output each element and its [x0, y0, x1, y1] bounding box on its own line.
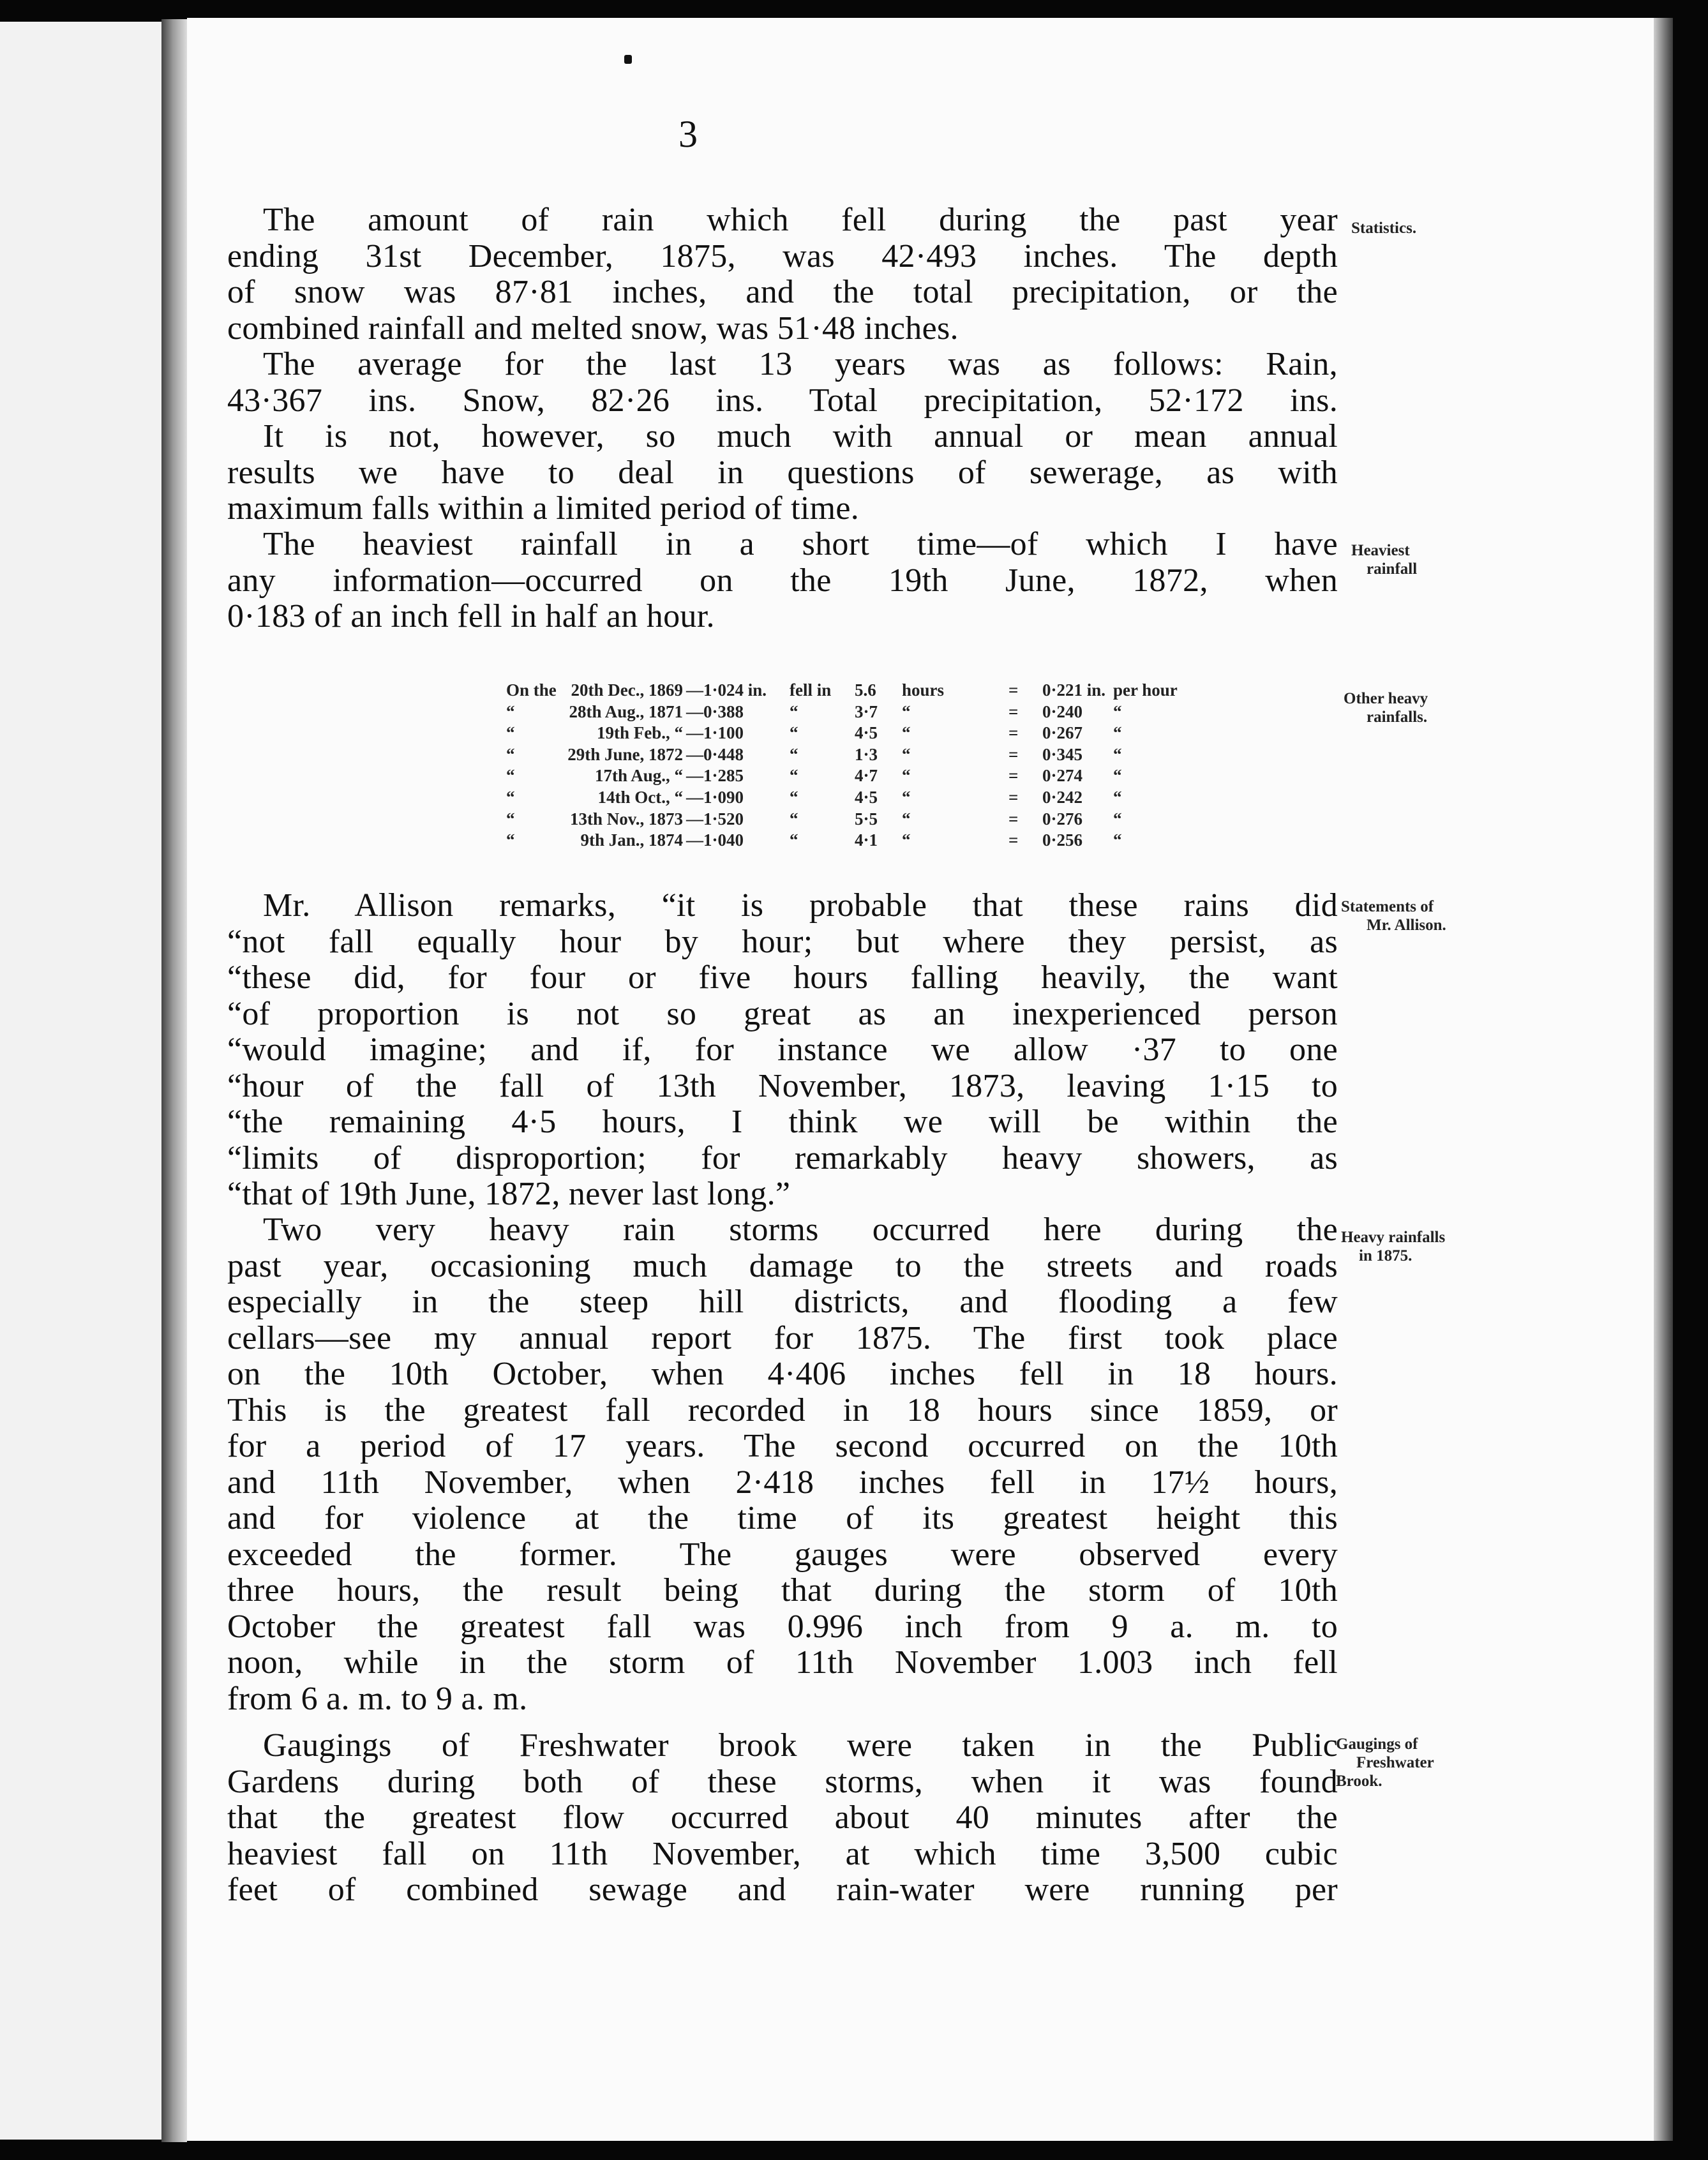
table-cell-amount: —1·520	[686, 809, 744, 829]
text-line: Gaugings of Freshwater brook were taken in the Public	[263, 1727, 1338, 1764]
text-line: and for violence at the time of its greatest height this	[227, 1500, 1338, 1536]
text-line: especially in the steep hill districts, and flooding a few	[227, 1284, 1338, 1320]
table-cell-per: “	[1113, 766, 1122, 786]
text-line: Mr. Allison remarks, “it is probable that these rains did	[263, 887, 1338, 924]
text-line: from 6 a. m. to 9 a. m.	[227, 1680, 528, 1717]
paragraph-rainfall-1875	[227, 202, 1338, 347]
table-cell-per: “	[1113, 723, 1122, 743]
margin-note-gaugings: Gaugings of	[1336, 1736, 1418, 1753]
text-line: combined rainfall and melted snow, was 51·48 inches.	[227, 310, 959, 347]
paragraph-heaviest-rainfall	[227, 527, 1338, 635]
table-cell-rate: 0·345	[1042, 744, 1083, 764]
table-cell-hours: 4·7	[855, 766, 878, 786]
text-line: “that of 19th June, 1872, never last long.”	[227, 1176, 791, 1212]
table-cell-prefix: “	[506, 809, 515, 829]
table-cell-equals: =	[1008, 680, 1019, 700]
table-cell-date: 28th Aug., 1871	[569, 701, 683, 721]
table-cell-hours: 4·5	[855, 723, 878, 743]
margin-note-statistics: Statistics.	[1351, 220, 1417, 237]
table-cell-prefix: “	[506, 701, 515, 721]
table-cell-amount: —1·090	[686, 787, 744, 807]
table-cell-fell: fell in	[790, 680, 832, 700]
margin-note-heaviest-cont: rainfall	[1367, 560, 1418, 578]
text-line: that the greatest flow occurred about 40 minutes after the	[227, 1799, 1338, 1836]
table-cell-fell: “	[790, 766, 798, 786]
text-line: Gardens during both of these storms, when it was found	[227, 1763, 1338, 1800]
right-page-shadow	[1654, 18, 1673, 2141]
text-line: cellars—see my annual report for 1875. The first took place	[227, 1319, 1338, 1356]
table-cell-fell: “	[790, 830, 798, 850]
paragraph-allison-remarks	[227, 888, 1338, 1213]
margin-note-heaviest: Heaviest	[1351, 542, 1410, 559]
table-cell-date: 19th Feb., “	[597, 723, 683, 743]
table-cell-prefix: “	[506, 723, 515, 743]
table-cell-hours-label: “	[902, 830, 911, 850]
table-cell-equals: =	[1008, 744, 1019, 764]
text-line: past year, occasioning much damage to the streets and roads	[227, 1247, 1338, 1284]
text-line: noon, while in the storm of 11th November 1.003 inch fell	[227, 1644, 1338, 1681]
ink-mark	[624, 55, 632, 64]
table-cell-rate: 0·274	[1042, 766, 1083, 786]
text-line: 43·367 ins. Snow, 82·26 ins. Total precipitation, 52·172 ins.	[227, 382, 1338, 419]
table-cell-hours-label: “	[902, 766, 911, 786]
table-cell-date: 13th Nov., 1873	[569, 809, 683, 829]
text-line: The amount of rain which fell during the past year	[263, 202, 1338, 238]
table-cell-per: “	[1113, 809, 1122, 829]
table-cell-per: per hour	[1113, 680, 1178, 700]
text-line: Two very heavy rain storms occurred here during the	[263, 1211, 1338, 1248]
text-line: “of proportion is not so great as an inexperienced person	[227, 995, 1338, 1032]
text-line: “these did, for four or five hours falling heavily, the want	[227, 959, 1338, 996]
table-cell-per: “	[1113, 787, 1122, 807]
text-line: “hour of the fall of 13th November, 1873, leaving 1·15 to	[227, 1067, 1338, 1104]
table-cell-prefix: “	[506, 787, 515, 807]
margin-note-allison: Statements of	[1341, 898, 1434, 915]
text-line: “limits of disproportion; for remarkably heavy showers, as	[227, 1139, 1338, 1176]
table-cell-hours-label: “	[902, 701, 911, 721]
text-line: “would imagine; and if, for instance we allow ·37 to one	[227, 1031, 1338, 1068]
text-line: 0·183 of an inch fell in half an hour.	[227, 598, 715, 634]
table-cell-equals: =	[1008, 723, 1019, 743]
table-cell-hours-label: “	[902, 744, 911, 764]
margin-note-gaugings-cont2: Brook.	[1336, 1773, 1382, 1790]
table-cell-fell: “	[790, 809, 798, 829]
text-line: The average for the last 13 years was as follows: Rain,	[263, 346, 1338, 382]
table-cell-hours-label: “	[902, 809, 911, 829]
table-cell-per: “	[1113, 701, 1122, 721]
table-cell-equals: =	[1008, 701, 1019, 721]
table-cell-amount: —0·448	[686, 744, 744, 764]
table-cell-rate: 0·221 in.	[1042, 680, 1106, 700]
text-line: on the 10th October, when 4·406 inches fell in 18 hours.	[227, 1356, 1338, 1392]
text-line: any information—occurred on the 19th June, 1872, when	[227, 562, 1338, 599]
margin-note-allison-cont: Mr. Allison.	[1367, 917, 1446, 934]
table-cell-fell: “	[790, 744, 798, 764]
table-cell-equals: =	[1008, 830, 1019, 850]
margin-note-gaugings-cont: Freshwater	[1356, 1754, 1434, 1771]
table-cell-prefix: “	[506, 830, 515, 850]
table-cell-date: 9th Jan., 1874	[580, 830, 683, 850]
table-cell-amount: —1·100	[686, 723, 744, 743]
text-line: maximum falls within a limited period of time.	[227, 490, 860, 527]
table-cell-rate: 0·242	[1042, 787, 1083, 807]
table-cell-rate: 0·240	[1042, 701, 1083, 721]
left-page-edge	[0, 22, 161, 2140]
table-cell-date: 29th June, 1872	[567, 744, 683, 764]
text-line: exceeded the former. The gauges were observed every	[227, 1536, 1338, 1573]
table-cell-hours-label: hours	[902, 680, 945, 700]
table-cell-equals: =	[1008, 766, 1019, 786]
table-cell-date: 14th Oct., “	[597, 787, 683, 807]
text-line: “not fall equally hour by hour; but where they persist, as	[227, 923, 1338, 960]
paragraph-heavy-rainstorms-1875	[227, 1212, 1338, 1717]
text-line: three hours, the result being that during the storm of 10th	[227, 1572, 1338, 1609]
table-cell-per: “	[1113, 830, 1122, 850]
table-cell-hours: 1·3	[855, 744, 878, 764]
table-cell-hours-label: “	[902, 723, 911, 743]
table-cell-hours: 4·1	[855, 830, 878, 850]
table-cell-equals: =	[1008, 809, 1019, 829]
table-cell-hours: 3·7	[855, 701, 878, 721]
table-cell-hours: 5·5	[855, 809, 878, 829]
text-line: feet of combined sewage and rain-water were running per	[227, 1871, 1338, 1908]
text-line: It is not, however, so much with annual or mean annual	[263, 418, 1338, 454]
table-cell-rate: 0·267	[1042, 723, 1083, 743]
text-line: October the greatest fall was 0.996 inch from 9 a. m. to	[227, 1608, 1338, 1645]
book-gutter	[161, 19, 187, 2142]
table-cell-hours: 4·5	[855, 787, 878, 807]
margin-note-other-heavy-cont: rainfalls.	[1367, 709, 1428, 726]
table-cell-prefix: On the	[506, 680, 557, 700]
table-cell-date: 17th Aug., “	[594, 766, 683, 786]
text-line: “the remaining 4·5 hours, I think we will be within the	[227, 1104, 1338, 1140]
paragraph-maximum-falls	[227, 419, 1338, 527]
table-cell-hours-label: “	[902, 787, 911, 807]
margin-note-other-heavy: Other heavy	[1344, 690, 1428, 707]
table-cell-date: 20th Dec., 1869	[571, 680, 683, 700]
table-cell-fell: “	[790, 723, 798, 743]
table-cell-hours: 5.6	[855, 680, 876, 700]
table-cell-amount: —1·285	[686, 766, 744, 786]
table-cell-amount: —0·388	[686, 701, 744, 721]
text-line: heaviest fall on 11th November, at which time 3,500 cubic	[227, 1835, 1338, 1872]
margin-note-heavy-1875-cont: in 1875.	[1359, 1247, 1412, 1264]
margin-note-heavy-1875: Heavy rainfalls	[1341, 1229, 1446, 1246]
table-cell-prefix: “	[506, 744, 515, 764]
table-cell-prefix: “	[506, 766, 515, 786]
text-line: results we have to deal in questions of sewerage, as with	[227, 454, 1338, 491]
table-cell-fell: “	[790, 701, 798, 721]
table-cell-amount: —1·024 in.	[686, 680, 767, 700]
text-line: The heaviest rainfall in a short time—of which I have	[263, 526, 1338, 562]
table-cell-rate: 0·276	[1042, 809, 1083, 829]
page-number: 3	[678, 113, 698, 155]
text-line: of snow was 87·81 inches, and the total precipitation, or the	[227, 274, 1338, 310]
text-line: This is the greatest fall recorded in 18 hours since 1859, or	[227, 1391, 1338, 1429]
text-line: ending 31st December, 1875, was 42·493 inches. The depth	[227, 237, 1338, 274]
paragraph-freshwater-gaugings	[227, 1728, 1338, 1909]
table-cell-equals: =	[1008, 787, 1019, 807]
table-cell-fell: “	[790, 787, 798, 807]
paragraph-13-year-average	[227, 347, 1338, 419]
table-cell-per: “	[1113, 744, 1122, 764]
table-cell-amount: —1·040	[686, 830, 744, 850]
text-line: for a period of 17 years. The second occurred on the 10th	[227, 1428, 1338, 1464]
text-line: and 11th November, when 2·418 inches fell in 17½ hours,	[227, 1464, 1338, 1501]
table-cell-rate: 0·256	[1042, 830, 1083, 850]
